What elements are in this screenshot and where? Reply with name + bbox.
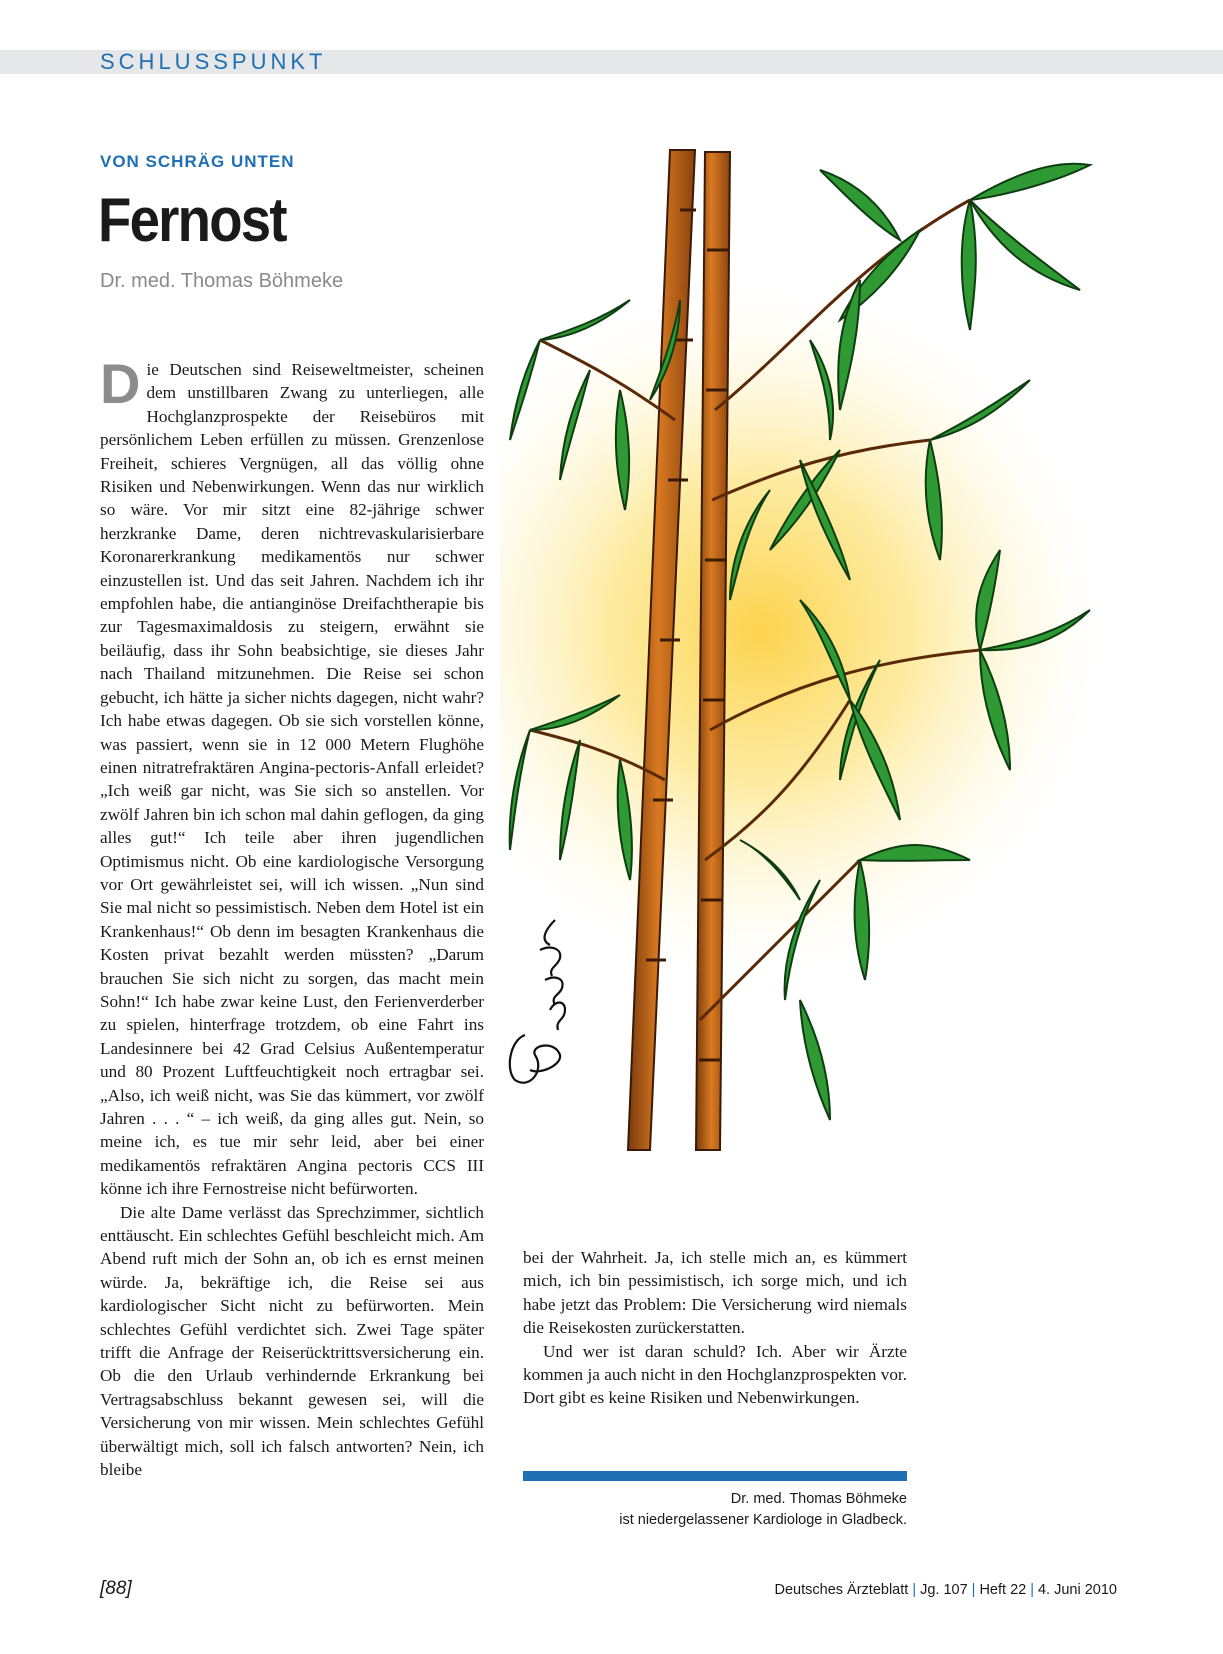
article-title: Fernost [98,186,286,255]
footer-separator: | [971,1582,976,1598]
sun-glow [500,290,1100,970]
journal-volume: Jg. 107 [920,1582,968,1598]
journal-issue: Heft 22 [979,1582,1027,1598]
bio-rule [523,1471,907,1481]
article-paragraph: Die alte Dame verlässt das Sprechzimmer, sichtlich enttäuscht. Ein schlechtes Gefühl beschleicht mich. Am Abend ruft mich der Sohn an, ob ich es ernst meinen würde. Ja, bekräftige ich, die Reise sei aus kardiologischer Sicht nicht zu befürworten. Mein schlechtes Gefühl verdichtet sich. Zwei Tage später trifft die Anfrage der Reiserücktrittsversicherung ein. Ob die den Urlaub verhindernde Erkrankung bei Vertragsabschluss bekannt gewesen sei, will die Versicherung von mir wissen. Mein schlechtes Gefühl überwältigt mich, soll ich falsch antworten? Nein, ich bleibe [100,1202,484,1480]
bio-description: ist niedergelassener Kardiologe in Gladbeck. [619,1512,907,1528]
paragraph-text: ie Deutschen sind Reiseweltmeister, scheinen dem unstillbaren Zwang zu unterliegen, alle Hochglanzprospekte der Reisebüros mit persönlichem Leben erfüllen zu müssen. Grenzenlose Freiheit, schieres Vergnügen, all das völlig ohne Risiken und Nebenwirkungen. Wenn das nur wirklich so wäre. Vor mir sitzt eine 82-jährige schwer herzkranke Dame, deren nichtrevaskularisierbare Koronarerkrankung medikamentös nur schwer einzustellen ist. Und das seit Jahren. Nachdem ich ihr empfohlen habe, die antianginöse Dreifachtherapie bis zur Tagesmaximaldosis zu steigern, erwähnt sie beiläufig, dass ihr Sohn beabsichtige, sie dieses Jahr nach Thailand mitzunehmen. Die Reise sei schon gebucht, ich hätte ja sicher nichts dagegen, nicht wahr? Ich habe etwas dagegen. Ob sie sich vorstellen könne, was passiert, wenn sie in 12 000 Metern Flughöhe einen nitratrefraktären Angina-pectoris-Anfall erleidet? „Ich weiß gar nicht, was Sie sich so anstellen. Vor zwölf Jahren bin ich schon mal dahin geflogen, da ging alles gut!“ Ich teile aber ihren jugendlichen Optimismus nicht. Ob eine kardiologische Versorgung vor Ort gewährleistet sei, will ich wissen. „Nun sind Sie mal nicht so pessimistisch. Neben dem Hotel ist ein Krankenhaus!“ Ob denn im besagten Krankenhaus die Kosten privat bezahlt werden müssten? „Darum brauchen Sie sich nicht zu sorgen, das macht mein Sohn!“ Ich habe zwar keine Lust, den Ferienverderber zu spielen, hinterfrage trotzdem, ob eine Fahrt ins Landesinnere bei 42 Grad Celsius Außentemperatur und 80 Prozent Luftfeuchtigkeit noch ertragbar sei. „Also, ich weiß nicht, was Sie das kümmert, vor zwölf Jahren . . . “ – ich weiß, da ging alles gut. Nein, so meine ich, es tue mir sehr leid, aber bei einer medikamentös refraktären Angina pectoris CCS III könne ich ihre Fernostreise nicht befürworten. [100,360,484,1199]
article-paragraph [100,352,484,1201]
article-column-right [523,1246,907,1410]
section-label: SCHLUSSPUNKT [100,49,327,74]
article-paragraph: Und wer ist daran schuld? Ich. Aber wir Ärzte kommen ja auch nicht in den Hochglanzprospekten vor. Dort gibt es keine Risiken und Nebenwirkungen. [523,1341,907,1408]
article-kicker: VON SCHRÄG UNTEN [100,152,295,171]
journal-date: 4. Juni 2010 [1037,1582,1117,1598]
footer-separator: | [1030,1582,1034,1598]
drop-cap: D [100,352,141,415]
article-paragraph: bei der Wahrheit. Ja, ich stelle mich an, es kümmert mich, ich bin pessimistisch, ich sorge mich, und ich habe jetzt das Problem: Die Versicherung wird niemals die Reisekosten zurückerstatten. [523,1248,907,1338]
bamboo-illustration [500,140,1200,1240]
author-bio [523,1489,907,1531]
bio-name: Dr. med. Thomas Böhmeke [730,1491,907,1507]
artist-signature [510,920,565,1083]
article-column-left [100,352,484,1482]
footer-separator: | [912,1582,917,1598]
article-author: Dr. med. Thomas Böhmeke [100,270,344,292]
journal-name: Deutsches Ärzteblatt [774,1582,909,1598]
journal-footer [775,1582,1117,1598]
page-number: [88] [100,1578,132,1599]
